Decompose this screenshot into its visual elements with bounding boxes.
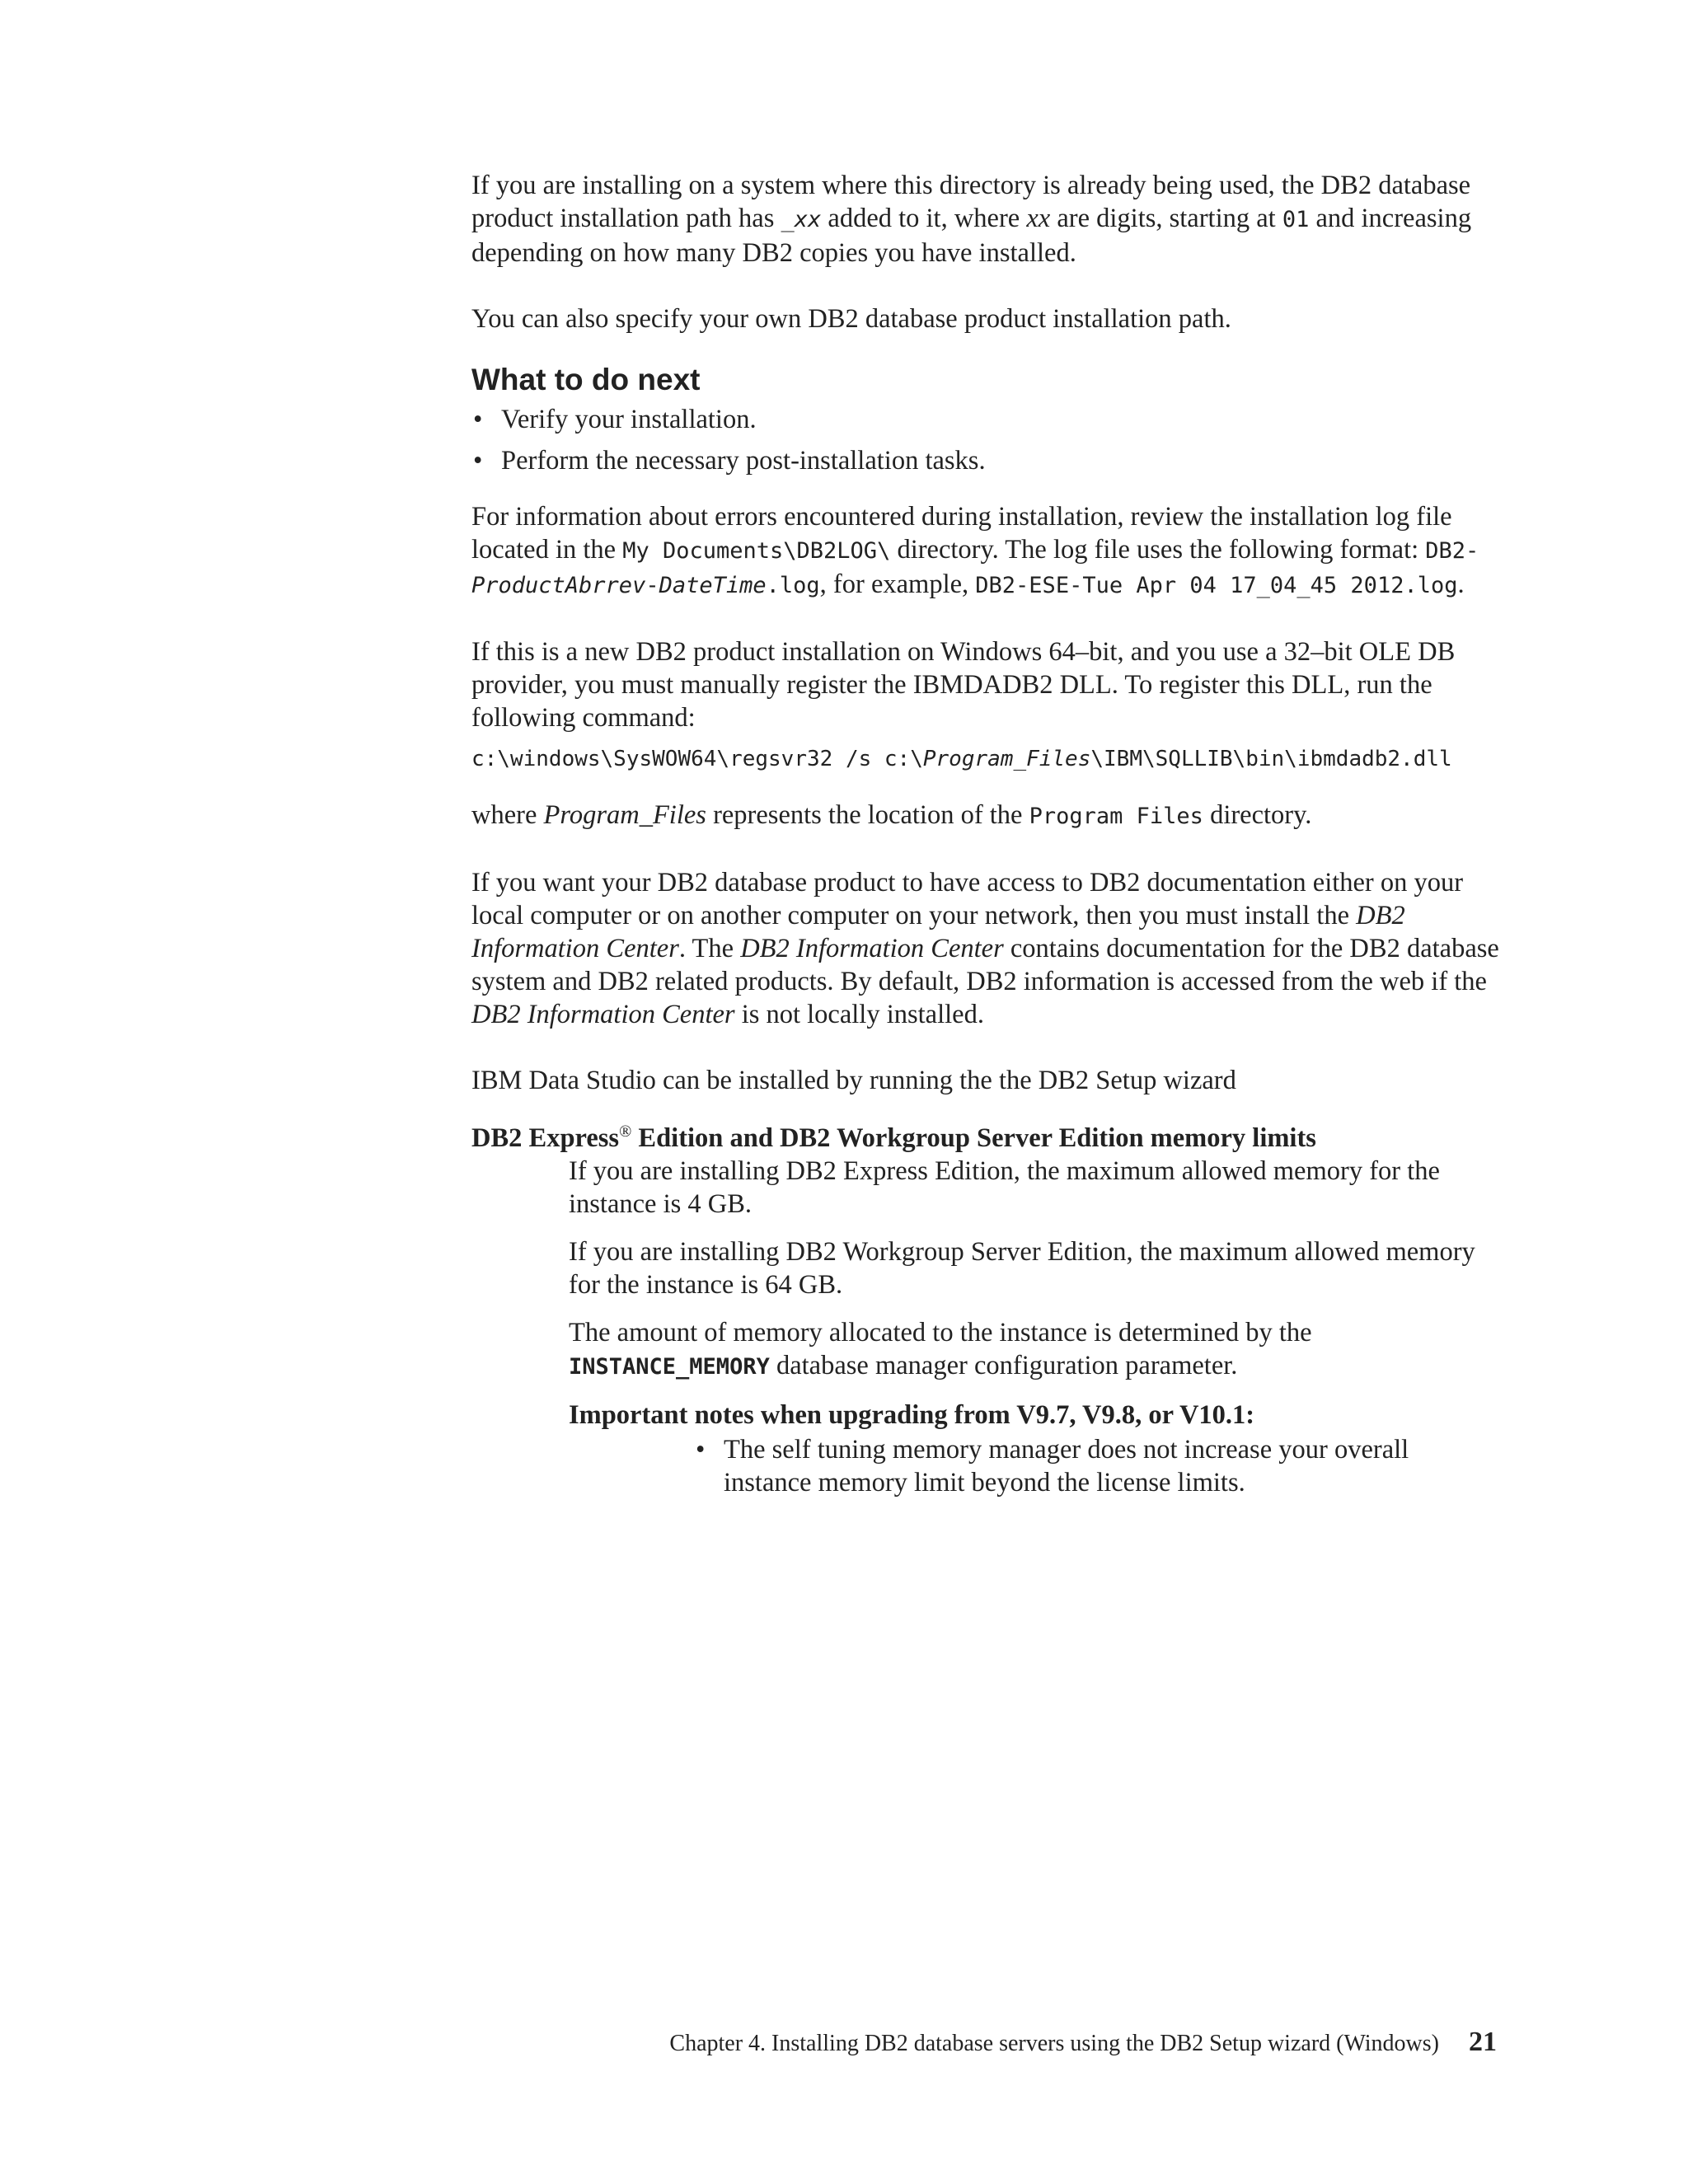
paragraph-workgroup-limit: If you are installing DB2 Workgroup Server Edition, the maximum allowed memory for the instance is 64 GB. [569, 1237, 1475, 1300]
definition-memory-limits [569, 1155, 1502, 1499]
code-log-format: DB2-ProductAbrrev-DateTime.log [471, 538, 1479, 598]
paragraph-instance-memory: The amount of memory allocated to the instance is determined by the INSTANCE_MEMORY database manager configuration parameter. [569, 1318, 1312, 1380]
paragraph-program-files: where Program_Files represents the location of the Program Files directory. [471, 800, 1312, 830]
page-content [471, 169, 1502, 1526]
footer-chapter-title: Chapter 4. Installing DB2 database servers using the DB2 Setup wizard (Windows) [669, 2031, 1439, 2056]
code-log-example: DB2-ESE-Tue Apr 04 17_04_45 2012.log [975, 573, 1458, 598]
paragraph-data-studio: IBM Data Studio can be installed by running the the DB2 Setup wizard [471, 1066, 1236, 1095]
paragraph-register-dll: If this is a new DB2 product installation on Windows 64–bit, and you use a 32–bit OLE DB provider, you must manually register the IBMDADB2 DLL. To register this DLL, run the following command: [471, 637, 1456, 733]
list-item: • The self tuning memory manager does not increase your overall instance memory limit beyond the license limits. [694, 1433, 1502, 1499]
code-xx-suffix: _xx [781, 207, 822, 232]
definition-term-upgrade-notes: Important notes when upgrading from V9.7, V9.8, or V10.1: [569, 1400, 1255, 1430]
definition-term-memory-limits: DB2 Express® Edition and DB2 Workgroup Server Edition memory limits [471, 1122, 1316, 1153]
list-item: • Verify your installation. [471, 403, 1502, 436]
paragraph-information-center: If you want your DB2 database product to have access to DB2 documentation either on your local computer or on another computer on your network, then you must install the DB2 Information Center. The DB2 Information Center contains documentation for the DB2 database system and DB2 related products. By default, DB2 information is accessed from the web if the DB2 Information Center is not locally installed. [471, 868, 1499, 1029]
code-01: 01 [1282, 207, 1310, 232]
page-number: 21 [1469, 2027, 1497, 2057]
code-log-directory: My Documents\DB2LOG\ [622, 538, 891, 564]
code-block-regsvr32-command: c:\windows\SysWOW64\regsvr32 /s c:\Program_Files\IBM\SQLLIB\bin\ibmdadb2.dll [471, 747, 1452, 771]
paragraph-express-limit: If you are installing DB2 Express Edition, the maximum allowed memory for the instance is 4 GB. [569, 1156, 1440, 1219]
code-instance-memory: INSTANCE_MEMORY [569, 1354, 770, 1380]
section-heading-what-to-do-next: What to do next [471, 363, 701, 396]
paragraph-own-path: You can also specify your own DB2 database product installation path. [471, 304, 1231, 334]
next-steps-list [471, 403, 1502, 477]
page-footer [669, 2027, 1497, 2059]
upgrade-notes-list [694, 1433, 1502, 1499]
paragraph-log-file: For information about errors encountered during installation, review the installation log file located in the My Documents\DB2LOG\ directory. The log file uses the following format: DB2-ProductAbrrev-DateTime.log, for example, DB2-ESE-Tue Apr 04 17_04_45 2012.log. [471, 502, 1479, 599]
list-item: • Perform the necessary post-installation tasks. [471, 444, 1502, 477]
paragraph-install-path-suffix: If you are installing on a system where this directory is already being used, the DB2 database product installation path has _xx added to it, where xx are digits, starting at 01 and increasing depending on how many DB2 copies you have installed. [471, 171, 1472, 268]
emphasis-xx: xx [1026, 204, 1051, 233]
code-program-files: Program Files [1029, 804, 1203, 829]
